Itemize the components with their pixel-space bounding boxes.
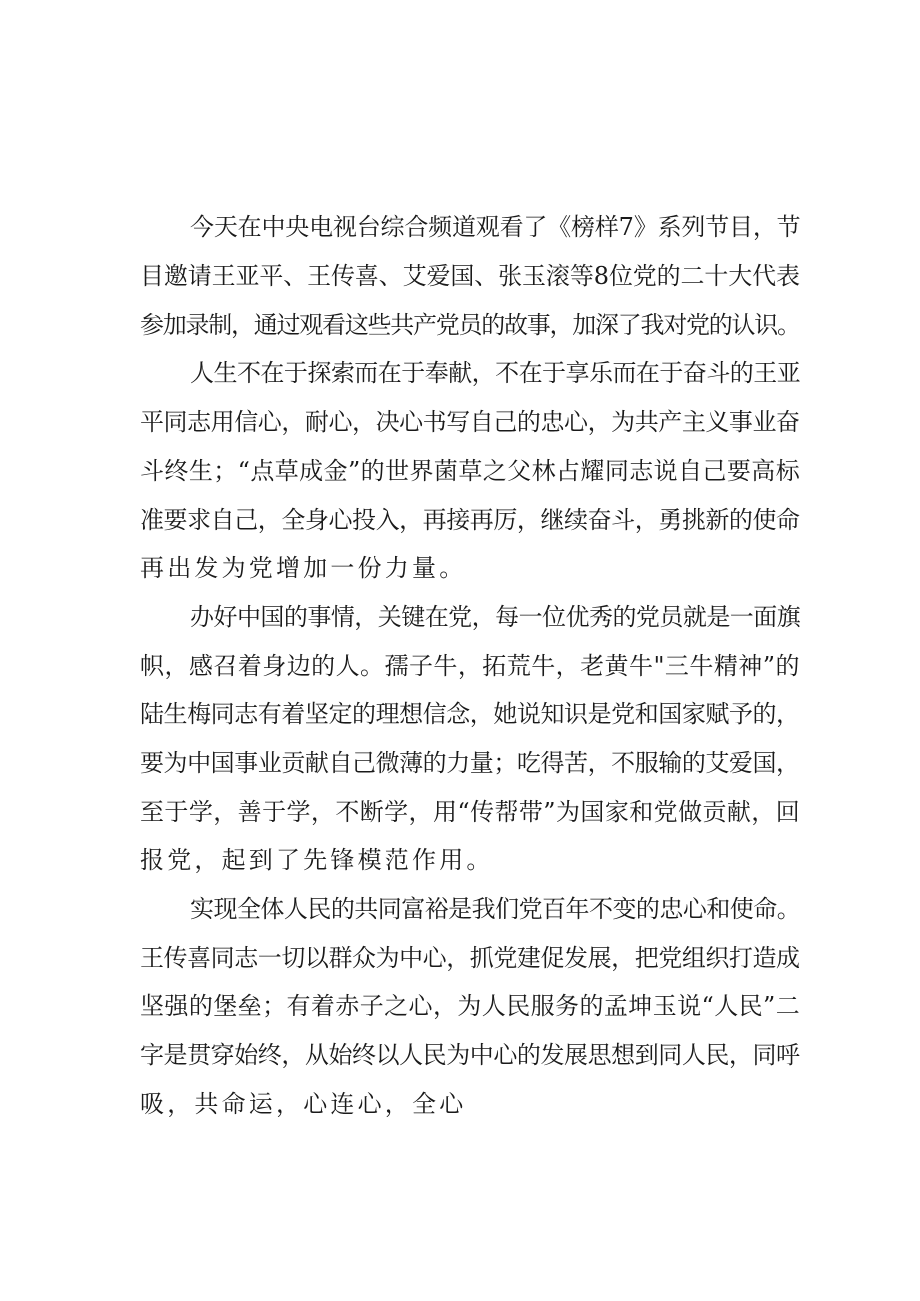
paragraph-line: 参加录制，通过观看这些共产党员的故事，加深了我对党的认识。: [140, 311, 800, 339]
paragraph-line: 今天在中央电视台综合频道观看了《榜样7》系列节目，节: [190, 213, 801, 241]
paragraph-line: 人生不在于探索而在于奉献，不在于享乐而在于奋斗的王亚: [190, 359, 801, 387]
paragraph-line: 帜，感召着身边的人。孺子牛，拓荒牛，老黄牛"三牛精神”的: [140, 652, 800, 680]
paragraph-line: 至于学，善于学，不断学，用“传帮带”为国家和党做贡献，回: [140, 798, 801, 826]
paragraph-line: 准要求自己，全身心投入，再接再厉，继续奋斗，勇挑新的使命: [140, 506, 800, 534]
paragraph-line: 坚强的堡垒；有着赤子之心，为人民服务的孟坤玉说“人民”二: [140, 992, 801, 1020]
paragraph-line: 报党，起到了先锋模范作用。: [140, 846, 494, 874]
paragraph-line: 办好中国的事情，关键在党，每一位优秀的党员就是一面旗: [190, 603, 801, 631]
paragraph-line: 平同志用信心，耐心，决心书写自己的忠心，为共产主义事业奋: [140, 408, 800, 436]
paragraph-line: 陆生梅同志有着坚定的理想信念，她说知识是党和国家赋予的，: [140, 700, 800, 728]
paragraph-line: 王传喜同志一切以群众为中心，抓党建促发展，把党组织打造成: [140, 944, 800, 972]
paragraph-line: 目邀请王亚平、王传喜、艾爱国、张玉滚等8位党的二十大代表: [140, 262, 800, 290]
paragraph-line: 要为中国事业贡献自己微薄的力量；吃得苦，不服输的艾爱国，: [140, 749, 800, 777]
paragraph-line: 吸，共命运，心连心，全心: [140, 1090, 467, 1118]
paragraph-line: 字是贯穿始终，从始终以人民为中心的发展思想到同人民，同呼: [140, 1041, 800, 1069]
paragraph-line: 实现全体人民的共同富裕是我们党百年不变的忠心和使命。: [190, 895, 801, 923]
paragraph-line: 斗终生；“点草成金”的世界菌草之父林占耀同志说自己要高标: [140, 457, 801, 485]
paragraph-line: 再出发为党增加一份力量。: [140, 554, 467, 582]
